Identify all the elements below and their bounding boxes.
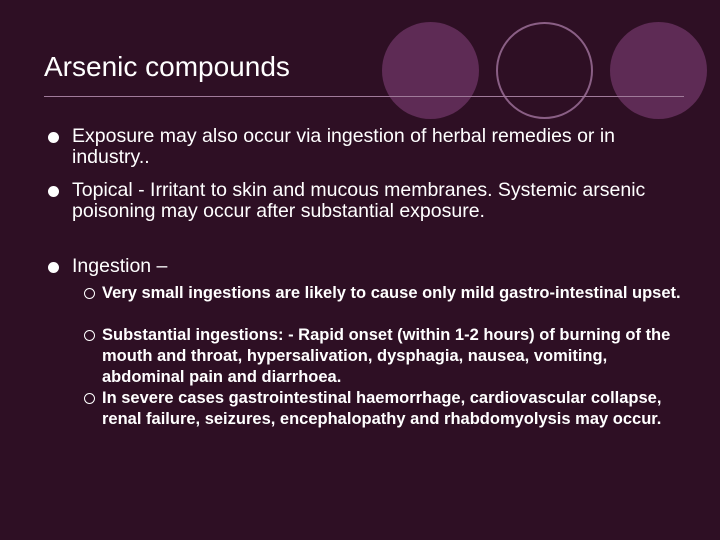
sub-bullet-item	[102, 283, 687, 304]
sub-bullet-text: Substantial ingestions: - Rapid onset (within 1-2 hours) of burning of the mouth and throat, hypersalivation, dysphagia, nausea, vomiting, abdominal pain and diarrhoea.	[102, 326, 671, 386]
bullet-text: Ingestion –	[72, 255, 168, 277]
title-divider	[44, 96, 684, 97]
bullet-text: Exposure may also occur via ingestion of herbal remedies or in industry..	[72, 125, 616, 168]
ring-bullet-icon	[84, 393, 95, 404]
bullet-item	[72, 180, 692, 222]
bullet-dot-icon	[48, 186, 59, 197]
decorative-filled-circle	[610, 22, 707, 119]
sub-bullet-text: Very small ingestions are likely to cause only mild gastro-intestinal upset.	[102, 284, 681, 302]
ring-bullet-icon	[84, 330, 95, 341]
sub-bullet-text: In severe cases gastrointestinal haemorrhage, cardiovascular collapse, renal failure, seizures, encephalopathy and rhabdomyolysis may occur.	[102, 389, 662, 428]
decorative-outline-circle	[496, 22, 593, 119]
bullet-item	[72, 256, 692, 277]
slide-title: Arsenic compounds	[44, 51, 290, 82]
sub-bullet-item	[102, 325, 687, 388]
sub-bullet-item	[102, 388, 687, 430]
bullet-dot-icon	[48, 262, 59, 273]
bullet-text: Topical - Irritant to skin and mucous membranes. Systemic arsenic poisoning may occur after substantial exposure.	[72, 179, 646, 222]
decorative-filled-circle	[382, 22, 479, 119]
bullet-item	[72, 126, 692, 168]
bullet-dot-icon	[48, 132, 59, 143]
ring-bullet-icon	[84, 288, 95, 299]
